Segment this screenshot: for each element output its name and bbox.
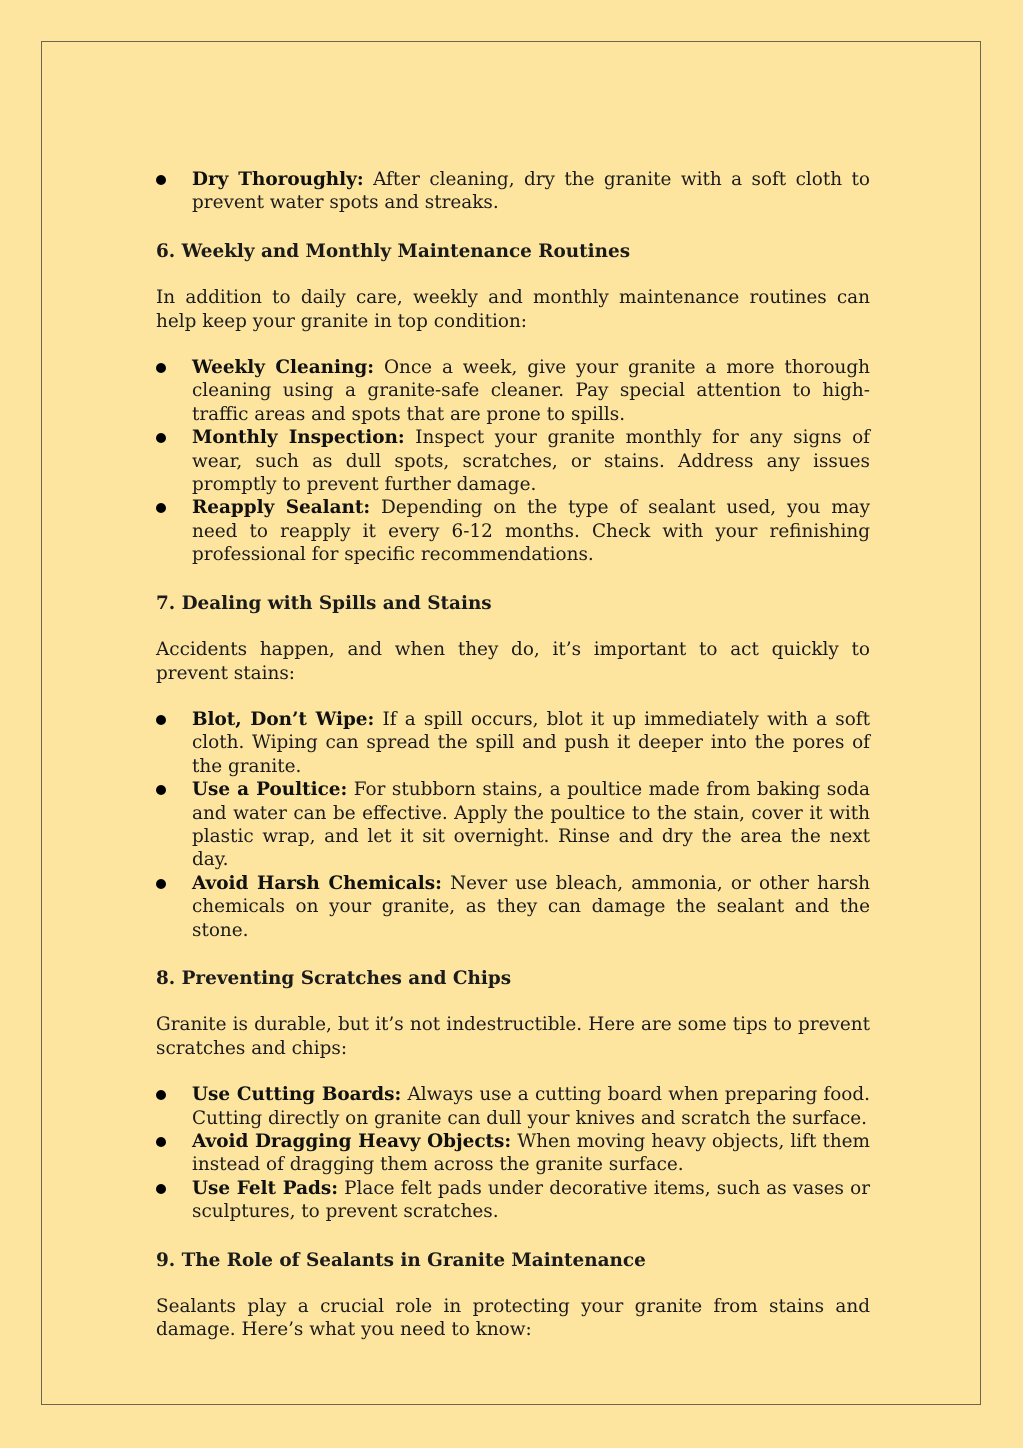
bullet-icon — [156, 715, 166, 725]
section-intro: In addition to daily care, weekly and monthly maintenance routines can help keep your granite in top condition: — [156, 287, 870, 332]
item-text: If a spill occurs, blot it up immediately with a soft cloth. Wiping can spread the spill and push it deeper into the pores of the granite. — [192, 708, 870, 777]
item-text: Depending on the type of sealant used, you may need to reapply it every 6-12 months. Check with your refinishing professional for specific recommendations. — [192, 497, 870, 566]
section-heading: 7. Dealing with Spills and Stains — [156, 592, 492, 614]
item-text: Inspect your granite monthly for any signs of wear, such as dull spots, scratches, or stains. Address any issues promptly to prevent further damage. — [192, 427, 870, 496]
bullet-icon — [156, 1184, 166, 1194]
bullet-icon — [156, 879, 166, 889]
item-term: Avoid Harsh Chemicals: — [192, 872, 442, 894]
list-item — [156, 1177, 870, 1224]
item-text: Always use a cutting board when preparing food. Cutting directly on granite can dull your knives and scratch the surface. — [192, 1084, 871, 1129]
list-item — [156, 168, 870, 215]
list-item — [156, 872, 870, 942]
section-intro: Granite is durable, but it’s not indestructible. Here are some tips to prevent scratches and chips: — [156, 1014, 870, 1059]
item-text: Never use bleach, ammonia, or other harsh chemicals on your granite, as they can damage the sealant and the stone. — [192, 872, 870, 941]
section-heading: 8. Preventing Scratches and Chips — [156, 967, 512, 989]
document-page — [41, 41, 981, 1405]
item-term: Reapply Sealant: — [192, 497, 371, 519]
item-text: When moving heavy objects, lift them instead of dragging them across the granite surface. — [192, 1131, 870, 1176]
item-text: After cleaning, dry the granite with a soft cloth to prevent water spots and streaks. — [192, 169, 870, 214]
item-text: For stubborn stains, a poultice made from baking soda and water can be effective. Apply the poultice to the stain, cover it with plastic wrap, and let it sit overnight. Rinse and dry the area the next day. — [192, 779, 870, 871]
bullet-icon — [156, 363, 166, 373]
list-item — [156, 778, 870, 872]
bullet-icon — [156, 785, 166, 795]
item-term: Avoid Dragging Heavy Objects: — [192, 1131, 512, 1152]
item-term: Use a Poultice: — [192, 779, 348, 801]
document-body — [156, 124, 870, 1342]
bullet-list — [156, 168, 870, 215]
section-intro: Sealants play a crucial role in protecting your granite from stains and damage. Here’s what you need to know: — [156, 1296, 870, 1341]
item-term: Use Cutting Boards: — [192, 1084, 402, 1106]
section-intro: Accidents happen, and when they do, it’s important to act quickly to prevent stains: — [156, 639, 870, 684]
bullet-list — [156, 708, 870, 942]
item-text: Once a week, give your granite a more thorough cleaning using a granite-safe cleaner. Pay special attention to high-traffic areas and spots that are prone to spills. — [192, 357, 870, 425]
item-term: Monthly Inspection: — [192, 427, 405, 449]
list-item — [156, 356, 870, 426]
bullet-icon — [156, 433, 166, 443]
bullet-list — [156, 356, 870, 567]
item-term: Weekly Cleaning: — [192, 357, 375, 379]
item-term: Dry Thoroughly: — [192, 169, 364, 190]
item-term: Blot, Don’t Wipe: — [192, 708, 375, 730]
item-text: Place felt pads under decorative items, such as vases or sculptures, to prevent scratches. — [192, 1177, 870, 1223]
list-item — [156, 1130, 870, 1177]
bullet-icon — [156, 1090, 166, 1100]
section-heading: 6. Weekly and Monthly Maintenance Routines — [156, 240, 631, 262]
bullet-icon — [156, 175, 166, 185]
section-heading: 9. The Role of Sealants in Granite Maintenance — [156, 1249, 646, 1271]
bullet-list — [156, 1083, 870, 1223]
bullet-icon — [156, 503, 166, 513]
list-item — [156, 1083, 870, 1130]
bullet-icon — [156, 1137, 166, 1147]
item-term: Use Felt Pads: — [192, 1177, 338, 1199]
list-item — [156, 426, 870, 496]
list-item — [156, 496, 870, 566]
list-item — [156, 708, 870, 778]
